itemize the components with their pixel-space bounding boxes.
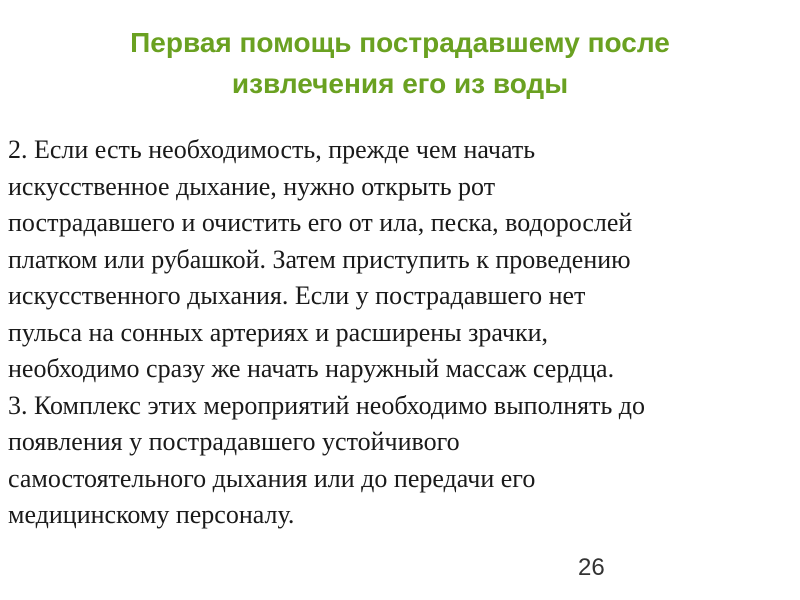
slide-title xyxy=(40,22,760,104)
body-text-line: искусственное дыхание, нужно открыть рот xyxy=(8,171,496,201)
slide-title-line: извлечения его из воды xyxy=(231,68,569,99)
body-text-line: необходимо сразу же начать наружный массаж сердца. xyxy=(8,354,615,383)
body-text-line: платком или рубашкой. Затем приступить к проведению xyxy=(8,244,631,274)
body-text-line: пострадавшего и очистить его от ила, песка, водорослей xyxy=(8,208,633,237)
body-text-line: 2. Если есть необходимость, прежде чем начать xyxy=(8,135,536,164)
body-text-line: пульса на сонных артериях и расширены зрачки, xyxy=(8,317,549,347)
body-text-line: самостоятельного дыхания или до передачи его xyxy=(8,463,536,493)
slide-body-text xyxy=(8,132,788,534)
slide-title-line: Первая помощь пострадавшему после xyxy=(130,27,670,58)
page-number: 26 xyxy=(578,554,605,581)
body-text-line: появления у пострадавшего устойчивого xyxy=(8,427,460,456)
body-text-line: искусственного дыхания. Если у пострадавшего нет xyxy=(8,281,586,310)
body-text-line: медицинскому персоналу. xyxy=(8,500,295,529)
body-text-line: 3. Комплекс этих мероприятий необходимо выполнять до xyxy=(8,390,646,420)
